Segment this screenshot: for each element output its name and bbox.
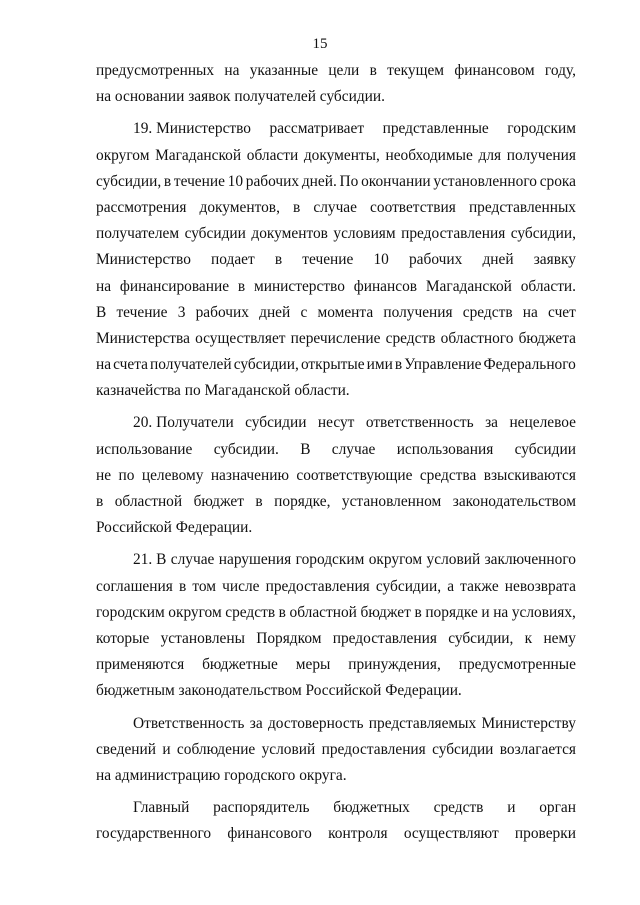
word: и xyxy=(162,740,171,758)
word: представленных xyxy=(468,198,576,216)
word: округом xyxy=(368,551,423,569)
word: условиях, xyxy=(511,603,576,621)
word: течение xyxy=(302,251,354,269)
word: осуществляет xyxy=(195,329,286,347)
word: средств xyxy=(225,603,276,621)
word: несут xyxy=(317,414,355,432)
word: распорядитель xyxy=(213,799,310,817)
word: субсидии, xyxy=(448,629,514,647)
word: бюджетным законодательством Российской Федерации. xyxy=(96,682,462,700)
word: По xyxy=(339,172,359,190)
text-line xyxy=(96,116,576,142)
word: казначейства по Магаданской области. xyxy=(96,382,350,400)
word: соглашения xyxy=(96,577,173,595)
word: открытые xyxy=(300,356,365,374)
paragraph-p21 xyxy=(96,547,576,704)
word: случае xyxy=(313,198,357,216)
word: для xyxy=(478,146,502,164)
word: которые xyxy=(96,629,150,647)
word: предоставления xyxy=(265,577,370,595)
word: том xyxy=(192,577,217,595)
word: финансовом xyxy=(454,62,535,79)
text-line xyxy=(96,795,576,821)
text-line xyxy=(96,437,576,463)
word: законодательством xyxy=(452,493,576,510)
word: субсидии xyxy=(184,225,246,243)
word: с xyxy=(300,303,308,321)
word: Магаданской xyxy=(425,277,512,295)
paragraph-p-resp xyxy=(96,711,576,790)
text-line xyxy=(96,600,576,626)
word: назначению xyxy=(210,466,289,484)
word: в xyxy=(278,603,286,621)
word: условий xyxy=(261,740,316,758)
word: на xyxy=(96,277,112,295)
text-line xyxy=(96,274,576,300)
word: бюджет xyxy=(360,603,411,621)
word: сведений xyxy=(96,740,157,758)
text-line xyxy=(96,821,576,847)
word: субсидии, xyxy=(375,577,442,595)
text-line xyxy=(96,515,576,541)
word: средства xyxy=(419,466,477,484)
word: орган xyxy=(539,799,576,817)
word: в xyxy=(163,172,172,190)
word: на xyxy=(96,356,112,374)
text-line xyxy=(96,626,576,652)
word: ими xyxy=(366,356,393,374)
word: по xyxy=(118,466,135,484)
text-line xyxy=(96,547,576,573)
word: соответствующие xyxy=(296,466,413,484)
word: В xyxy=(96,303,107,321)
word: дней xyxy=(482,251,514,269)
word: дней. xyxy=(301,172,337,190)
word: проверки xyxy=(514,825,576,843)
text-line xyxy=(96,678,576,704)
word: не xyxy=(96,466,112,484)
word: получения xyxy=(506,146,576,164)
word: государственного xyxy=(96,825,212,843)
text-line xyxy=(96,58,576,84)
paragraph-p19 xyxy=(96,116,576,404)
word: установлены xyxy=(160,629,245,647)
word: целевому xyxy=(141,466,204,484)
word: 21. В xyxy=(133,551,167,569)
word: заключенного xyxy=(484,551,576,569)
word: предоставления xyxy=(321,740,426,758)
word: году, xyxy=(544,62,576,79)
paragraph-p20 xyxy=(96,410,576,541)
text-line xyxy=(96,463,576,489)
word: Министерства xyxy=(96,329,190,347)
word: и xyxy=(481,603,490,621)
word: бюджетных xyxy=(333,799,410,817)
word: взыскиваются xyxy=(483,466,576,484)
word: субсидии xyxy=(514,440,576,458)
word: предоставления xyxy=(332,629,437,647)
word: также xyxy=(460,577,499,595)
word: соответствия xyxy=(370,198,456,216)
word: порядке xyxy=(425,603,478,621)
word: в xyxy=(178,577,187,595)
word: перечисление xyxy=(290,329,381,347)
word: течение xyxy=(116,303,168,321)
text-line xyxy=(96,326,576,352)
word: использование xyxy=(96,440,193,458)
word: бюджет xyxy=(193,493,244,510)
word: невозврата xyxy=(504,577,576,595)
word: в xyxy=(414,603,422,621)
word: Магаданской xyxy=(155,146,242,164)
word: случае xyxy=(170,551,215,569)
word: документов xyxy=(251,225,328,243)
word: меры xyxy=(295,656,331,674)
word: в xyxy=(274,251,283,269)
word: условий xyxy=(426,551,481,569)
word: Главный xyxy=(133,799,190,817)
word: Министерству xyxy=(481,714,576,732)
word: средств xyxy=(462,303,513,321)
word: за xyxy=(249,714,263,732)
word: течение xyxy=(173,172,225,190)
text-line xyxy=(96,195,576,221)
word: документы, xyxy=(303,146,380,164)
word: предусмотренные xyxy=(458,656,576,674)
word: подает xyxy=(211,251,255,269)
word: 10 xyxy=(373,251,389,269)
word: городским xyxy=(295,551,365,569)
word: финансов xyxy=(353,277,418,295)
word: и xyxy=(507,799,516,817)
paragraph-p-cont xyxy=(96,58,576,110)
word: областной xyxy=(289,603,357,621)
word: ответственность xyxy=(365,414,474,432)
word: субсидии. xyxy=(213,440,279,458)
word: рабочих xyxy=(408,251,463,269)
word: бюджетные xyxy=(202,656,278,674)
word: достоверность xyxy=(267,714,364,732)
word: счета xyxy=(113,356,148,374)
text-line xyxy=(96,652,576,678)
word: средств xyxy=(385,329,436,347)
page-number: 15 xyxy=(312,36,328,52)
word: в xyxy=(369,62,377,79)
word: финансирование xyxy=(119,277,230,295)
word: областного xyxy=(440,329,514,347)
word: 3 xyxy=(177,303,186,321)
word: счет xyxy=(548,303,576,321)
word: Управление xyxy=(404,356,482,374)
word: порядке, xyxy=(274,493,331,510)
word: рабочих xyxy=(245,172,300,190)
word: округом xyxy=(168,603,222,621)
paragraph-p-audit xyxy=(96,795,576,847)
word: установленного xyxy=(433,172,537,190)
word: цели xyxy=(328,62,360,79)
word: случае xyxy=(331,440,376,458)
word: Министерство xyxy=(96,251,191,269)
word: соблюдение xyxy=(176,740,256,758)
word: в xyxy=(96,493,104,510)
text-line xyxy=(96,84,576,110)
word: за xyxy=(485,414,499,432)
word: получения xyxy=(383,303,453,321)
word: принуждения, xyxy=(348,656,441,674)
word: 20. Получатели xyxy=(133,414,234,432)
word: на xyxy=(522,303,538,321)
word: а xyxy=(447,577,455,595)
word: на основании заявок получателей субсидии. xyxy=(96,88,385,106)
word: средств xyxy=(433,799,484,817)
word: возлагается xyxy=(499,740,576,758)
word: заявку xyxy=(533,251,576,269)
word: условиям xyxy=(333,225,396,243)
word: необходимые xyxy=(385,146,473,164)
word: установленном xyxy=(341,493,442,510)
word: в xyxy=(293,198,301,216)
word: городским xyxy=(96,603,165,621)
word: областной xyxy=(114,493,183,510)
word: предоставления xyxy=(401,225,506,243)
word: представленные xyxy=(382,120,489,138)
word: осуществляют xyxy=(403,825,499,843)
word: области xyxy=(246,146,299,164)
text-line xyxy=(96,247,576,273)
word: округом xyxy=(96,146,150,164)
text-line xyxy=(96,169,576,195)
word: документов, xyxy=(199,198,280,216)
text-line xyxy=(96,143,576,169)
text-line xyxy=(96,737,576,763)
document-body xyxy=(96,58,576,847)
word: субсидии, xyxy=(96,172,162,190)
word: к xyxy=(524,629,533,647)
word: рассматривает xyxy=(269,120,365,138)
word: городским xyxy=(507,120,576,138)
word: нарушения xyxy=(218,551,292,569)
text-line xyxy=(96,378,576,404)
word: Российской Федерации. xyxy=(96,519,253,537)
word: рабочих xyxy=(195,303,249,321)
word: использования xyxy=(396,440,494,458)
word: дней xyxy=(259,303,291,321)
word: 10 xyxy=(227,172,244,190)
word: получателей xyxy=(150,356,232,374)
word: нецелевое xyxy=(509,414,576,432)
text-line xyxy=(96,763,576,789)
word: министерство xyxy=(253,277,345,295)
word: Федерального xyxy=(483,356,576,374)
word: срока xyxy=(539,172,576,190)
text-line xyxy=(96,221,576,247)
word: в xyxy=(394,356,403,374)
word: контроля xyxy=(328,825,388,843)
word: Порядком xyxy=(256,629,322,647)
word: момента xyxy=(317,303,374,321)
text-line xyxy=(96,489,576,515)
text-line xyxy=(96,410,576,436)
word: в xyxy=(255,493,263,510)
word: нему xyxy=(543,629,576,647)
word: указанные xyxy=(249,62,319,79)
word: бюджета xyxy=(518,329,576,347)
word: на xyxy=(493,603,509,621)
word: субсидии xyxy=(245,414,307,432)
word: предусмотренных xyxy=(96,62,215,79)
word: представляемых xyxy=(368,714,477,732)
word: получателем xyxy=(96,225,180,243)
word: субсидии, xyxy=(510,225,576,243)
text-line xyxy=(96,300,576,326)
word: текущем xyxy=(387,62,445,79)
text-line xyxy=(96,711,576,737)
word: 19. Министерство xyxy=(133,120,251,138)
word: субсидии xyxy=(432,740,494,758)
word: числе xyxy=(222,577,260,595)
word: в xyxy=(237,277,246,295)
word: рассмотрения xyxy=(96,198,187,216)
text-line xyxy=(96,352,576,378)
word: на администрацию городского округа. xyxy=(96,766,347,784)
word: субсидии, xyxy=(233,356,299,374)
word: окончании xyxy=(361,172,431,190)
word: Ответственность xyxy=(133,714,245,732)
text-line xyxy=(96,574,576,600)
word: финансового xyxy=(227,825,312,843)
word: на xyxy=(224,62,240,79)
word: области. xyxy=(520,277,576,295)
word: В xyxy=(300,440,311,458)
word: применяются xyxy=(96,656,185,674)
